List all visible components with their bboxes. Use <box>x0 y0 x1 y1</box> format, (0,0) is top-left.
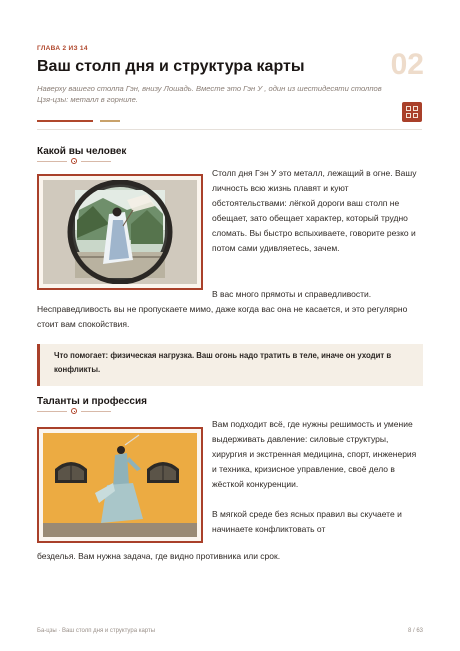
section-ornament-line <box>81 411 111 412</box>
section-ornament-line <box>37 411 67 412</box>
page-subtitle: Наверху вашего столпа Гэн, внизу Лошадь. Вместе это Гэн У , один из шестидесяти столпов Цзя-цзы: металл в горниле. <box>37 84 382 104</box>
header-divider <box>37 129 422 130</box>
section2-paragraph1: Вам подходит всё, где нужны решимость и умение выдерживать давление: силовые структуры, хирургия и экстренная медицина, спорт, инженерия и техника, кризисное управление, своё дело в жёсткой конкуренции. <box>212 419 417 489</box>
footer-page-number: 8 / 63 <box>407 628 423 634</box>
grid-cell <box>406 113 411 118</box>
section1-paragraph2-start: В вас много прямоты и справедливости. <box>212 289 372 299</box>
tip-callout-text: Что помогает: физическая нагрузка. Ваш огонь надо тратить в теле, иначе он уходит в конфликты. <box>54 351 392 374</box>
dancer-image <box>43 433 197 537</box>
section-ornament-icon <box>71 158 77 164</box>
section2-paragraph2-start: В мягкой среде без ясных правил вы скучаете и начинаете конфликтовать от <box>212 509 402 534</box>
illustration-dancer <box>37 427 203 543</box>
accent-rule-gold <box>100 120 120 122</box>
section-ornament-line <box>81 161 111 162</box>
footer-title: Ба-цзы · Ваш столп дня и структура карты <box>37 628 156 634</box>
section1-paragraph2-rest: Несправедливость вы не пропускаете мимо, даже когда вас она не касается, и это регулярно стоит вам спокойствия. <box>37 304 408 329</box>
page-title: Ваш столп дня и структура карты <box>37 58 305 75</box>
grid-cell <box>413 113 418 118</box>
round-window-image <box>43 180 197 284</box>
tip-callout <box>37 344 423 386</box>
section1-paragraph1: Столп дня Гэн У это металл, лежащий в огне. Вашу личность всю жизнь плавят и куют обстоятельствами: лёгкой дороги ваш столп не обещает, зато обещает характер, который трудно сломать. Вы быстро вспыхиваете, говорите резко и потом сами удивляетесь, зачем. <box>212 168 417 253</box>
section-ornament-icon <box>71 408 77 414</box>
chapter-number: 02 <box>390 48 424 81</box>
illustration-round-window <box>37 174 203 290</box>
section-ornament-line <box>37 161 67 162</box>
section2-paragraph2-rest: безделья. Вам нужна задача, где видно противника или срок. <box>37 551 281 561</box>
section-heading-talents: Таланты и профессия <box>37 396 147 407</box>
grid-cell <box>413 106 418 111</box>
accent-rule-red <box>37 120 93 122</box>
grid-cell <box>406 106 411 111</box>
chapter-label: ГЛАВА 2 ИЗ 14 <box>37 45 88 52</box>
grid-icon[interactable] <box>402 102 422 122</box>
section-heading-personality: Какой вы человек <box>37 146 127 157</box>
